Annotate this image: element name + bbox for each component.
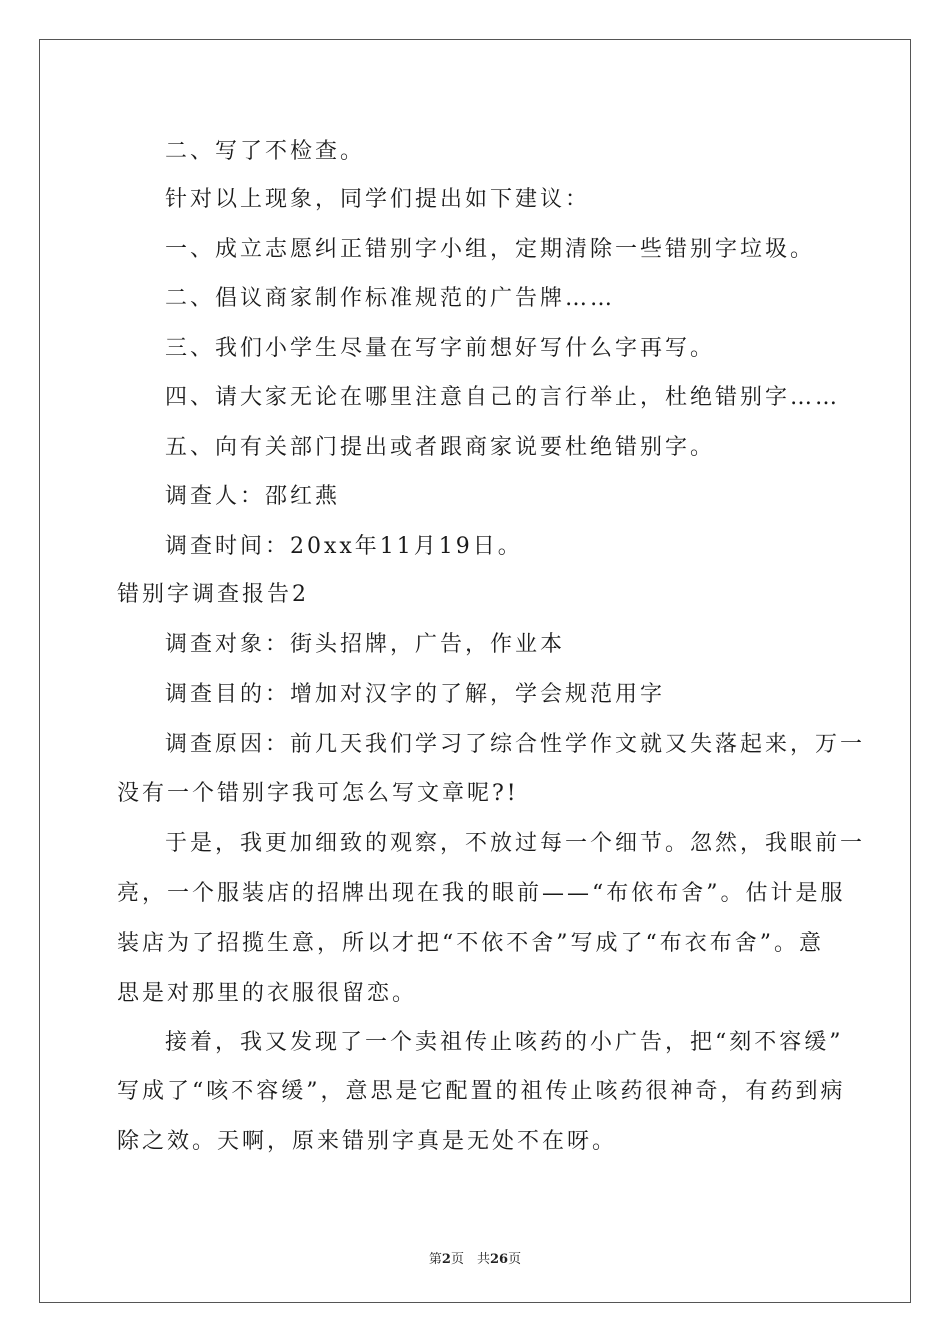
paragraph-line: 四、请大家无论在哪里注意自己的言行举止，杜绝错别字…… [165, 385, 841, 410]
paragraph-line: 三、我们小学生尽量在写字前想好写什么字再写。 [165, 336, 716, 361]
paragraph-line: 亮，一个服装店的招牌出现在我的眼前——“布依布舍”。估计是服 [117, 881, 846, 906]
paragraph-line: 装店为了招揽生意，所以才把“不依不舍”写成了“布衣布舍”。意 [117, 931, 824, 956]
paragraph-line: 二、写了不检查。 [165, 139, 366, 164]
section-heading: 错别字调查报告2 [117, 582, 309, 607]
paragraph-line: 一、成立志愿纠正错别字小组，定期清除一些错别字垃圾。 [165, 237, 816, 262]
paragraph-line: 调查目的：增加对汉字的了解，学会规范用字 [165, 682, 666, 707]
paragraph-line: 针对以上现象，同学们提出如下建议： [165, 187, 591, 212]
current-page-number: 2 [441, 1252, 451, 1267]
paragraph-line: 思是对那里的衣服很留恋。 [117, 981, 418, 1006]
date-line: 调查时间：20xx年11月19日。 [165, 534, 523, 559]
total-page-number: 26 [489, 1252, 509, 1267]
paragraph-line: 没有一个错别字我可怎么写文章呢?! [117, 781, 519, 806]
page-footer [0, 1248, 950, 1267]
paragraph-line: 调查对象：街头招牌，广告，作业本 [165, 632, 566, 657]
page-frame [39, 39, 911, 1303]
investigator-line: 调查人：邵红燕 [165, 484, 341, 509]
paragraph-line: 五、向有关部门提出或者跟商家说要杜绝错别字。 [165, 435, 716, 460]
paragraph-line: 除之效。天啊，原来错别字真是无处不在呀。 [117, 1129, 618, 1154]
paragraph-line: 于是，我更加细致的观察，不放过每一个细节。忽然，我眼前一 [165, 831, 866, 856]
paragraph-line: 调查原因：前几天我们学习了综合性学作文就又失落起来，万一 [165, 732, 866, 757]
footer-mid: 页 共 [450, 1252, 490, 1267]
paragraph-line: 接着，我又发现了一个卖祖传止咳药的小广告，把“刻不容缓” [165, 1030, 844, 1055]
footer-suffix: 页 [508, 1252, 522, 1267]
footer-prefix: 第 [428, 1252, 442, 1267]
paragraph-line: 二、倡议商家制作标准规范的广告牌…… [165, 286, 616, 311]
paragraph-line: 写成了“咳不容缓”，意思是它配置的祖传止咳药很神奇，有药到病 [117, 1079, 846, 1104]
